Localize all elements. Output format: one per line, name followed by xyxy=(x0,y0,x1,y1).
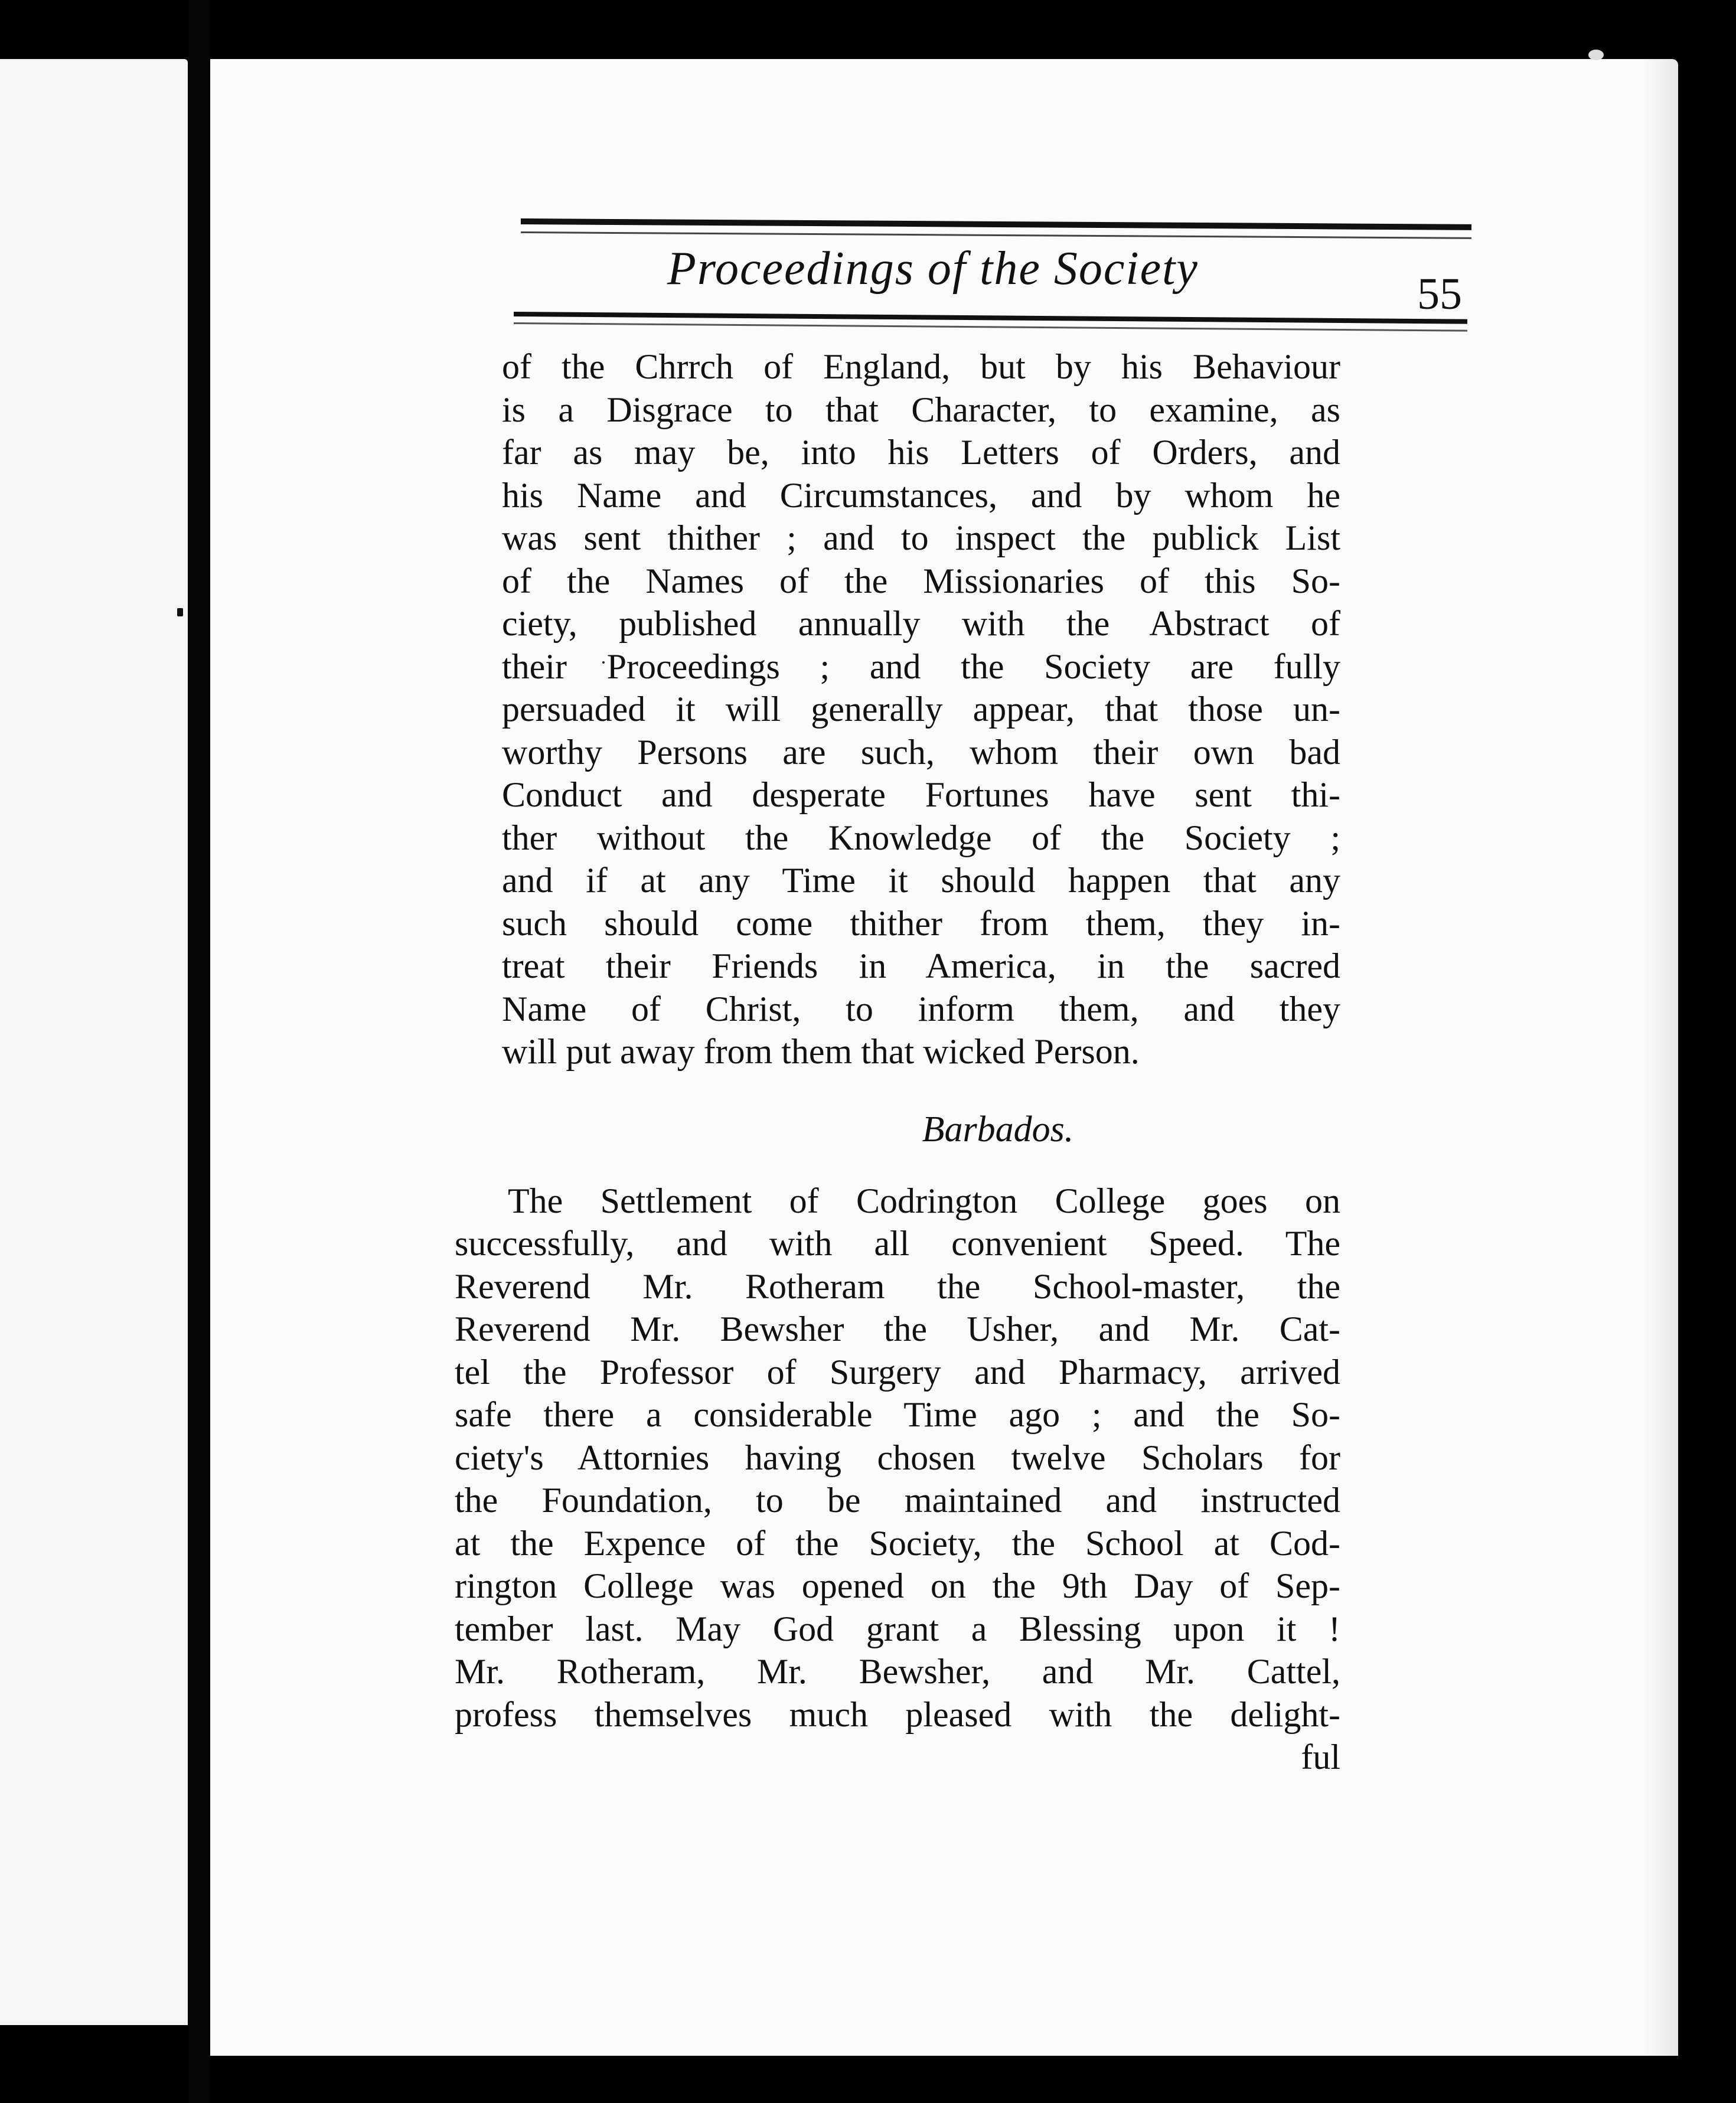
text-line: at the Expence of the Society, the School at Cod- xyxy=(455,1523,1340,1563)
paragraph-1 xyxy=(502,345,1340,1073)
body-text xyxy=(455,345,1340,1779)
text-line: was sent thither ; and to inspect the publick List xyxy=(502,518,1340,557)
text-line: The Settlement of Codrington College goes on xyxy=(508,1181,1340,1220)
text-line: the Foundation, to be maintained and instructed xyxy=(455,1481,1340,1520)
text-line: ciety, published annually with the Abstract of xyxy=(502,604,1340,643)
text-line: successfully, and with all convenient Speed. The xyxy=(455,1224,1340,1263)
text-line: treat their Friends in America, in the sacred xyxy=(502,946,1340,985)
text-line: far as may be, into his Letters of Orders, and xyxy=(502,433,1340,472)
text-line: tel the Professor of Surgery and Pharmacy, arrived xyxy=(455,1352,1340,1392)
catchword: ful xyxy=(1301,1738,1340,1777)
text-line: and if at any Time it should happen that any xyxy=(502,861,1340,900)
text-line: of the Chrrch of England, but by his Behaviour xyxy=(502,347,1340,386)
text-line: tember last. May God grant a Blessing upon it ! xyxy=(455,1609,1340,1648)
page-number: 55 xyxy=(1417,269,1462,319)
text-line: Mr. Rotheram, Mr. Bewsher, and Mr. Cattel, xyxy=(455,1652,1340,1691)
text-line: is a Disgrace to that Character, to examine, as xyxy=(502,390,1340,429)
text-line: Reverend Mr. Rotheram the School-master, the xyxy=(455,1266,1340,1306)
text-line: ther without the Knowledge of the Society ; xyxy=(502,818,1340,857)
text-line: persuaded it will generally appear, that those un- xyxy=(502,690,1340,729)
text-line: Reverend Mr. Bewsher the Usher, and Mr. Cat- xyxy=(455,1310,1340,1348)
text-line: his Name and Circumstances, and by whom he xyxy=(502,475,1340,515)
text-line: safe there a considerable Time ago ; and the So- xyxy=(455,1395,1340,1434)
text-line: ciety's Attornies having chosen twelve Scholars for xyxy=(455,1438,1340,1477)
paragraph-2 xyxy=(455,1180,1340,1779)
text-line: Name of Christ, to inform them, and they xyxy=(502,989,1340,1028)
section-heading: Barbados. xyxy=(922,1109,1074,1150)
text-line: Conduct and desperate Fortunes have sent thi- xyxy=(502,775,1340,814)
text-line: such should come thither from them, they in- xyxy=(502,903,1340,943)
book-gutter xyxy=(188,0,210,2103)
paper-speck xyxy=(177,608,183,616)
text-line: will put away from them that wicked Person. xyxy=(502,1032,1140,1071)
text-line: rington College was opened on the 9th Day of Sep- xyxy=(455,1566,1340,1605)
text-line: of the Names of the Missionaries of this So- xyxy=(502,561,1340,600)
paper-speck xyxy=(1588,50,1604,60)
left-page-edge xyxy=(0,59,188,2025)
text-line: profess themselves much pleased with the delight- xyxy=(455,1694,1340,1734)
text-line: worthy Persons are such, whom their own bad xyxy=(502,732,1340,772)
page-shadow xyxy=(1643,59,1678,2056)
running-head: Proceedings of the Society xyxy=(667,243,1199,295)
text-line: their Proceedings ; and the Society are fully xyxy=(502,646,1340,686)
